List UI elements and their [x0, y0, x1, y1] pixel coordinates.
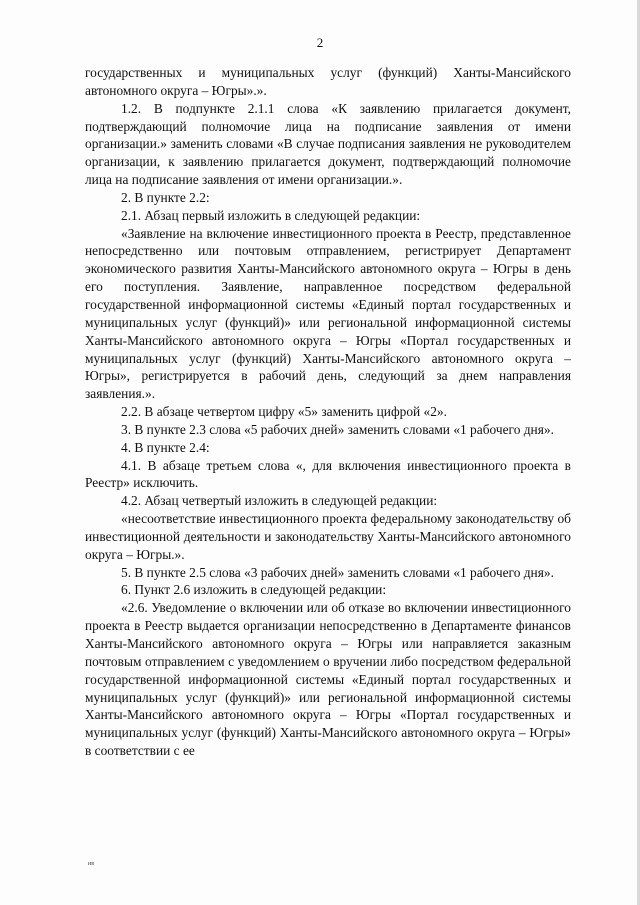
paragraph: «Заявление на включение инвестиционного проекта в Реестр, представленное непосредственно или почтовым отправлением, регистрирует Департамент экономического развития Ханты-Мансийского автономного округа – Югры в день его поступления. Заявление, направленное посредством федеральной государственной информационной системы «Единый портал государственных и муниципальных услуг (функций)» или региональной информационной системы Ханты-Мансийского автономного округа – Югры «Портал государственных и муниципальных услуг (функций) Ханты-Мансийского автономного округа – Югры», регистрируется в рабочий день, следующий за днем направления заявления.».: [85, 225, 571, 402]
paragraph: 1.2. В подпункте 2.1.1 слова «К заявлению прилагается документ, подтверждающий полномочие лица на подписание заявления от имени организации.» заменить словами «В случае подписания заявления не руководителем организации, к заявлению прилагается документ, подтверждающий полномочие лица на подписание заявления от имени организации.».: [85, 100, 571, 188]
paragraph: 6. Пункт 2.6 изложить в следующей редакции:: [121, 582, 387, 598]
paragraph: 4. В пункте 2.4:: [121, 439, 210, 455]
footer-mark: ив: [88, 861, 95, 867]
paragraph: «несоответствие инвестиционного проекта федеральному законодательству об инвестиционной деятельности и законодательству Ханты-Мансийского автономного округа – Югры.».: [85, 511, 571, 562]
paragraph: 2. В пункте 2.2:: [121, 189, 210, 205]
page-number: 2: [316, 35, 324, 50]
paragraph: 2.2. В абзаце четвертом цифру «5» заменить цифрой «2».: [121, 404, 447, 420]
paragraph: 5. В пункте 2.5 слова «3 рабочих дней» заменить словами «1 рабочего дня».: [121, 564, 554, 580]
paragraph: «2.6. Уведомление о включении или об отказе во включении инвестиционного проекта в Реестр выдается организации непосредственно в Департаменте финансов Ханты-Мансийского автономного округа – Югры или направляется заказным почтовым отправлением с уведомлением о вручении либо посредством федеральной государственной информационной системы «Единый портал государственных и муниципальных услуг (функций)» или региональной информационной системы Ханты-Мансийского автономного округа – Югры «Портал государственных и муниципальных услуг (функций) Ханты-Мансийского автономного округа – Югры» в соответствии с ее: [85, 600, 571, 759]
paragraph: 3. В пункте 2.3 слова «5 рабочих дней» заменить словами «1 рабочего дня».: [121, 421, 554, 437]
paragraph: 2.1. Абзац первый изложить в следующей редакции:: [121, 207, 421, 223]
paragraph: государственных и муниципальных услуг (функций) Ханты-Мансийского автономного округа – Югры».».: [85, 65, 571, 98]
paragraph: 4.1. В абзаце третьем слова «, для включения инвестиционного проекта в Реестр» исключить.: [85, 457, 571, 491]
paragraph: 4.2. Абзац четвертый изложить в следующей редакции:: [121, 493, 438, 509]
document-body: [85, 64, 571, 760]
